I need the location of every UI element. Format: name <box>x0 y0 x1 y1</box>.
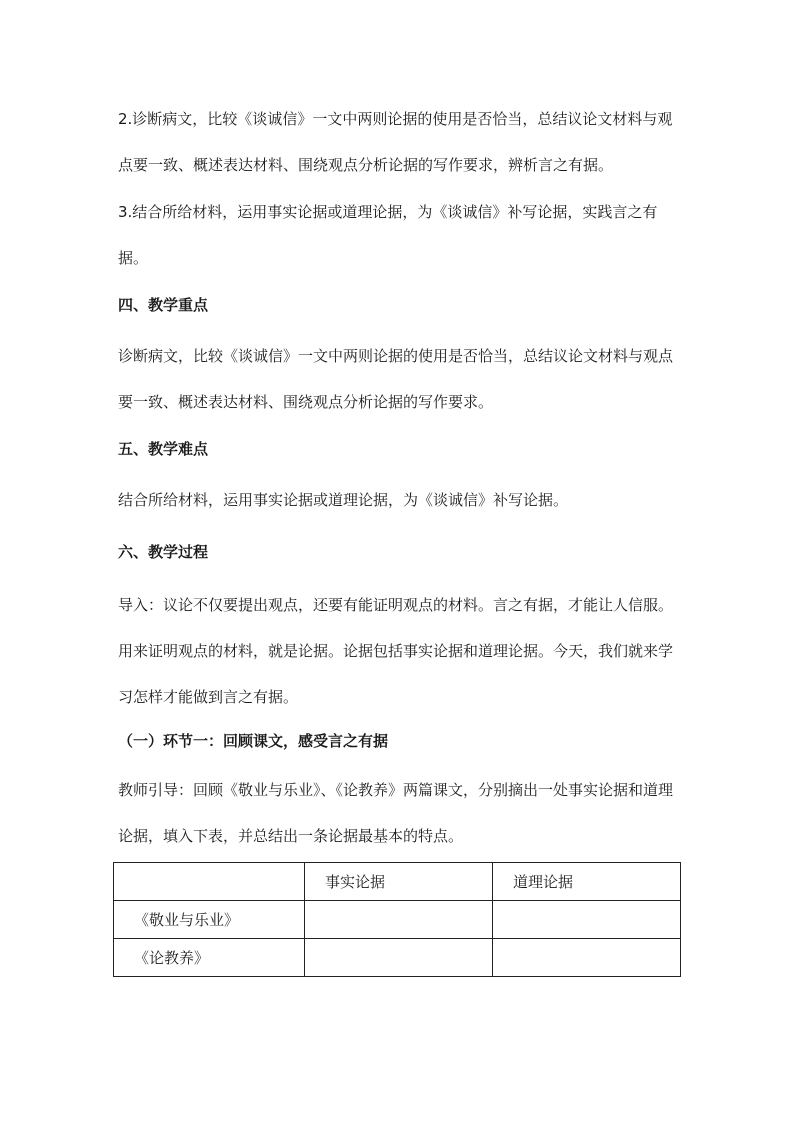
section-heading-key-points: 四、教学重点 <box>118 296 209 314</box>
table-row <box>114 901 681 939</box>
table-row <box>114 939 681 977</box>
table-cell-title: 《论教养》 <box>114 939 305 977</box>
table-cell-reason <box>493 901 681 939</box>
section-heading-difficulties: 五、教学难点 <box>118 440 209 458</box>
objective-item-2: 2.诊断病文，比较《谈诚信》一文中两则论据的使用是否恰当，总结议论文材料与观点要一致、概述表达材料、围绕观点分析论据的写作要求，辨析言之有据。 <box>118 110 673 174</box>
table-header-row <box>114 863 681 901</box>
evidence-table <box>113 862 681 977</box>
difficulties-body: 结合所给材料，运用事实论据或道理论据，为《谈诚信》补写论据。 <box>118 491 569 509</box>
step-one-heading: （一）环节一：回顾课文，感受言之有据 <box>118 732 389 750</box>
table-header-cell-empty <box>114 863 305 901</box>
table-header-cell-fact: 事实论据 <box>305 863 493 901</box>
table-cell-reason <box>493 939 681 977</box>
step-one-body: 教师引导：回顾《敬业与乐业》、《论教养》两篇课文，分别摘出一处事实论据和道理论据，填入下表，并总结出一条论据最基本的特点。 <box>118 781 674 845</box>
key-points-body: 诊断病文，比较《谈诚信》一文中两则论据的使用是否恰当，总结议论文材料与观点要一致、概述表达材料、围绕观点分析论据的写作要求。 <box>118 347 674 411</box>
table-header-cell-reason: 道理论据 <box>493 863 681 901</box>
table-cell-fact <box>305 939 493 977</box>
section-heading-process: 六、教学过程 <box>118 543 209 561</box>
table-cell-fact <box>305 901 493 939</box>
objective-item-3: 3.结合所给材料，运用事实论据或道理论据，为《谈诚信》补写论据，实践言之有据。 <box>118 203 658 267</box>
table-cell-title: 《敬业与乐业》 <box>114 901 305 939</box>
process-intro: 导入：议论不仅要提出观点，还要有能证明观点的材料。言之有据，才能让人信服。用来证明观点的材料，就是论据。论据包括事实论据和道理论据。今天，我们就来学习怎样才能做到言之有据。 <box>118 596 674 706</box>
